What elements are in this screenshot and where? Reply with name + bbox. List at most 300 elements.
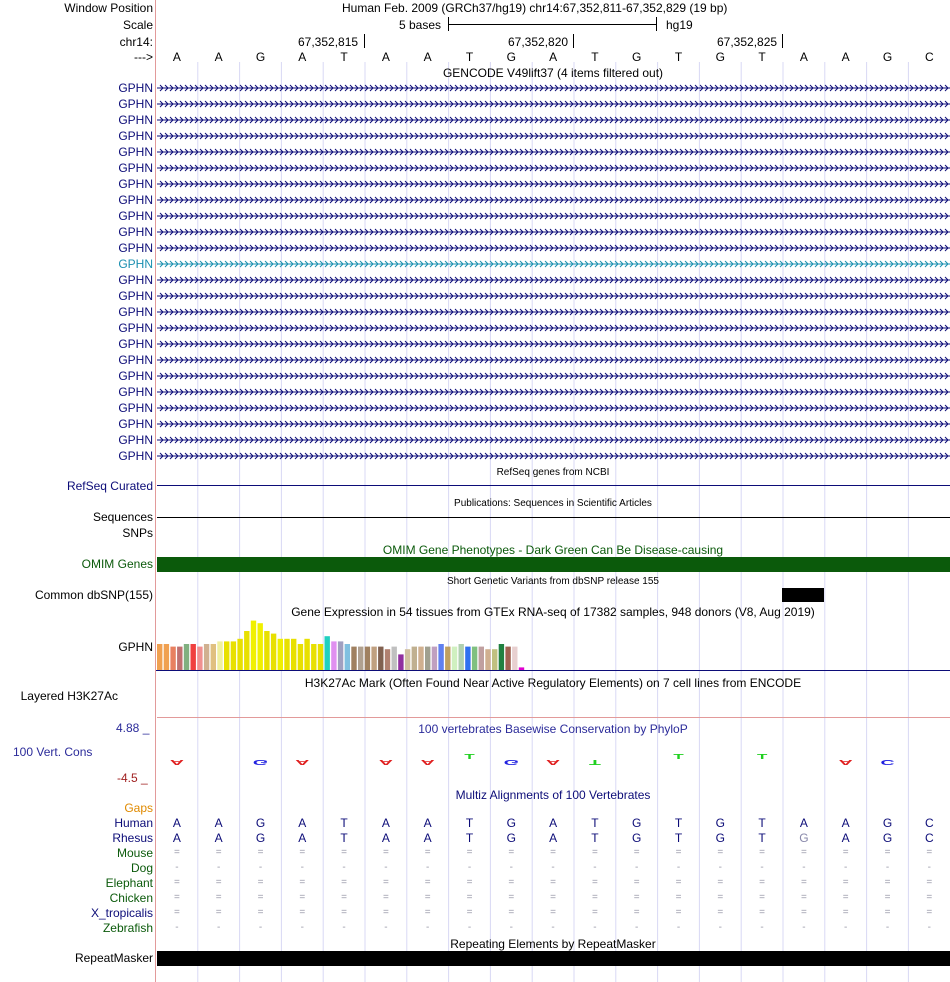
gencode-transcript-line[interactable] xyxy=(156,243,950,253)
alignment-base: A xyxy=(799,816,808,830)
gtex-track-title: Gene Expression in 54 tissues from GTEx RNA-seq of 17382 samples, 948 donors (V8, Aug 2019) xyxy=(291,605,815,619)
gtex-tissue-bar[interactable] xyxy=(170,647,175,670)
alignment-base: = xyxy=(884,892,891,903)
gencode-transcript-label[interactable]: GPHN xyxy=(118,433,153,447)
gtex-tissue-bar[interactable] xyxy=(398,654,403,670)
scale-bar-right-tick xyxy=(656,17,657,31)
h3k27ac-signal-line xyxy=(157,717,950,718)
gtex-tissue-bar[interactable] xyxy=(164,644,169,670)
gencode-transcript-label[interactable]: GPHN xyxy=(118,417,153,431)
gencode-transcript-label[interactable]: GPHN xyxy=(118,385,153,399)
alignment-base: - xyxy=(217,922,221,933)
alignment-base: A xyxy=(298,831,307,845)
dbsnp-variant-block[interactable] xyxy=(782,588,824,602)
sequence-base: T xyxy=(465,50,474,64)
gtex-tissue-bar[interactable] xyxy=(465,647,470,670)
gtex-track-label[interactable]: GPHN xyxy=(118,640,153,654)
gencode-transcript-line[interactable] xyxy=(156,339,950,349)
gencode-transcript-label[interactable]: GPHN xyxy=(118,241,153,255)
alignment-base: A xyxy=(381,831,390,845)
gencode-transcript-line[interactable] xyxy=(156,83,950,93)
alignment-base: = xyxy=(382,907,389,918)
gtex-tissue-bar[interactable] xyxy=(405,649,410,670)
alignment-base: = xyxy=(759,877,766,888)
alignment-base: - xyxy=(760,922,764,933)
dbsnp-track-label[interactable]: Common dbSNP(155) xyxy=(34,588,153,602)
alignment-base: = xyxy=(800,892,807,903)
gtex-tissue-bar[interactable] xyxy=(499,644,504,670)
gtex-tissue-bar[interactable] xyxy=(271,634,276,670)
alignment-base: = xyxy=(424,847,431,858)
gencode-transcript-line[interactable] xyxy=(156,355,950,365)
alignment-base: A xyxy=(423,816,432,830)
alignment-base: T xyxy=(465,816,474,830)
multiz-species-label[interactable]: X_tropicalis xyxy=(90,906,153,920)
alignment-base: G xyxy=(882,816,893,830)
publications-snps-label[interactable]: SNPs xyxy=(122,526,153,540)
gencode-transcript-label[interactable]: GPHN xyxy=(118,337,153,351)
gtex-tissue-bar[interactable] xyxy=(258,623,263,670)
publications-track-title: Publications: Sequences in Scientific Articles xyxy=(454,498,652,509)
alignment-base: = xyxy=(341,892,348,903)
gtex-tissue-bar[interactable] xyxy=(485,649,490,670)
phylop-logo[interactable] xyxy=(156,738,950,788)
gtex-tissue-bar[interactable] xyxy=(472,647,477,670)
alignment-base: = xyxy=(675,847,682,858)
alignment-base: A xyxy=(172,831,181,845)
alignment-base: G xyxy=(506,831,516,845)
gtex-tissue-bar[interactable] xyxy=(438,644,443,670)
gencode-transcript-line[interactable] xyxy=(156,419,950,429)
phylop-base-letter: A xyxy=(169,758,184,766)
gtex-tissue-bar[interactable] xyxy=(298,644,303,670)
gtex-tissue-bar[interactable] xyxy=(459,644,464,670)
position-tick-label: 67,352,815 xyxy=(298,35,359,49)
alignment-base: = xyxy=(550,907,557,918)
repeatmasker-track-label[interactable]: RepeatMasker xyxy=(74,951,153,965)
alignment-base: C xyxy=(924,831,934,845)
alignment-base: = xyxy=(466,847,473,858)
alignment-base: = xyxy=(173,892,180,903)
chrom-label[interactable]: chr14: xyxy=(119,35,153,49)
alignment-base: C xyxy=(924,816,934,830)
alignment-base: - xyxy=(593,862,597,873)
gtex-tissue-bar[interactable] xyxy=(311,644,316,670)
gencode-transcript-label[interactable]: GPHN xyxy=(118,129,153,143)
alignment-base: - xyxy=(676,862,681,873)
alignment-base: T xyxy=(591,831,599,845)
gencode-transcript-line[interactable] xyxy=(156,371,950,381)
alignment-base: = xyxy=(633,847,640,858)
sequence-base: A xyxy=(214,50,223,64)
repeatmasker-track-title: Repeating Elements by RepeatMasker xyxy=(450,937,656,951)
alignment-base: = xyxy=(341,847,348,858)
alignment-base: - xyxy=(384,862,388,873)
alignment-base: - xyxy=(885,862,890,873)
alignment-base: - xyxy=(509,862,513,873)
alignment-base: = xyxy=(884,847,891,858)
alignment-base: = xyxy=(717,847,724,858)
alignment-base: G xyxy=(506,816,516,830)
gtex-tissue-bar[interactable] xyxy=(492,649,497,670)
gtex-bar-chart[interactable] xyxy=(156,618,556,670)
gtex-tissue-bar[interactable] xyxy=(371,647,376,670)
multiz-species-label[interactable]: Elephant xyxy=(105,876,153,890)
alignment-base: = xyxy=(299,892,306,903)
alignment-base: A xyxy=(841,831,850,845)
gtex-tissue-bar[interactable] xyxy=(325,636,330,670)
gtex-tissue-bar[interactable] xyxy=(278,639,283,670)
sequence-base: A xyxy=(799,50,808,64)
position-tick xyxy=(782,34,783,48)
alignment-base: = xyxy=(299,877,306,888)
gtex-tissue-bar[interactable] xyxy=(237,639,242,670)
gencode-transcript-line[interactable] xyxy=(156,227,950,237)
strand-arrow-label[interactable]: ---> xyxy=(134,50,153,64)
gtex-tissue-bar[interactable] xyxy=(284,639,289,670)
alignment-base: = xyxy=(508,892,515,903)
gencode-transcript-line[interactable] xyxy=(156,211,950,221)
alignment-base: = xyxy=(257,907,264,918)
gtex-tissue-bar[interactable] xyxy=(345,644,350,670)
alignment-base: - xyxy=(342,862,346,873)
gencode-transcript-line[interactable] xyxy=(156,259,950,269)
gencode-transcript-label[interactable]: GPHN xyxy=(118,209,153,223)
gencode-transcript-line[interactable] xyxy=(156,115,950,125)
gtex-tissue-bar[interactable] xyxy=(251,621,256,670)
gtex-tissue-bar[interactable] xyxy=(318,644,323,670)
alignment-base: = xyxy=(800,907,807,918)
alignment-base: A xyxy=(549,831,558,845)
alignment-base: = xyxy=(466,877,473,888)
alignment-base: G xyxy=(715,831,725,845)
gencode-transcript-line[interactable] xyxy=(156,99,950,109)
phylop-base-letter: A xyxy=(378,758,393,766)
alignment-base: - xyxy=(635,862,639,873)
alignment-base: - xyxy=(258,862,263,873)
gencode-transcript-label[interactable]: GPHN xyxy=(118,81,153,95)
gtex-tissue-bar[interactable] xyxy=(505,647,510,670)
multiz-species-label[interactable]: Mouse xyxy=(116,846,153,860)
alignment-base: = xyxy=(550,892,557,903)
gencode-transcript-label[interactable]: GPHN xyxy=(118,305,153,319)
h3k27ac-track-label[interactable]: Layered H3K27Ac xyxy=(20,689,118,703)
alignment-base: = xyxy=(382,892,389,903)
alignment-base: = xyxy=(299,847,306,858)
gtex-tissue-bar[interactable] xyxy=(291,639,296,670)
gencode-transcript-label[interactable]: GPHN xyxy=(118,113,153,127)
scale-bar-left-tick xyxy=(448,17,449,31)
gtex-tissue-bar[interactable] xyxy=(351,647,356,670)
scale-bar xyxy=(448,24,656,25)
alignment-base: A xyxy=(298,816,307,830)
multiz-species-label[interactable]: Zebrafish xyxy=(102,921,153,935)
gtex-tissue-bar[interactable] xyxy=(418,647,423,670)
gtex-tissue-bar[interactable] xyxy=(392,647,397,670)
alignment-base: = xyxy=(591,907,598,918)
alignment-base: = xyxy=(926,877,933,888)
alignment-base: - xyxy=(718,922,722,933)
scale-db-text: hg19 xyxy=(666,18,693,32)
multiz-species-label[interactable]: Chicken xyxy=(109,891,153,905)
gtex-tissue-bar[interactable] xyxy=(231,641,236,670)
gtex-tissue-bar[interactable] xyxy=(204,644,209,670)
alignment-base: = xyxy=(717,877,724,888)
alignment-base: - xyxy=(551,862,555,873)
alignment-base: = xyxy=(759,847,766,858)
gencode-track-title: GENCODE V49lift37 (4 items filtered out) xyxy=(442,66,664,80)
gtex-tissue-bar[interactable] xyxy=(197,647,202,670)
alignment-base: - xyxy=(551,922,555,933)
gencode-transcript-line[interactable] xyxy=(156,131,950,141)
gtex-tissue-bar[interactable] xyxy=(452,647,457,670)
sequence-base: T xyxy=(758,50,766,64)
sequence-base: T xyxy=(591,50,599,64)
gencode-transcript-line[interactable] xyxy=(156,435,950,445)
refseq-track-label[interactable]: RefSeq Curated xyxy=(66,479,153,493)
omim-gene-bar[interactable] xyxy=(157,557,950,572)
gtex-tissue-bar[interactable] xyxy=(211,644,216,670)
gtex-tissue-bar[interactable] xyxy=(445,647,450,670)
sequence-base: A xyxy=(549,50,558,64)
alignment-base: = xyxy=(842,907,849,918)
gencode-transcript-label[interactable]: GPHN xyxy=(118,225,153,239)
alignment-base: - xyxy=(467,922,472,933)
alignment-base: A xyxy=(214,831,223,845)
alignment-base: = xyxy=(382,877,389,888)
gencode-transcript-label[interactable]: GPHN xyxy=(118,257,153,271)
phylop-min-label: -4.5 _ xyxy=(117,771,148,785)
alignment-base: - xyxy=(802,922,806,933)
alignment-base: = xyxy=(675,907,682,918)
gencode-transcript-line[interactable] xyxy=(156,291,950,301)
gtex-tissue-bar[interactable] xyxy=(184,644,189,670)
assembly-position-text: Human Feb. 2009 (GRCh37/hg19) chr14:67,352,811-67,352,829 (19 bp) xyxy=(342,1,728,15)
alignment-base: = xyxy=(633,877,640,888)
alignment-base: = xyxy=(173,877,180,888)
alignment-base: = xyxy=(341,877,348,888)
gencode-transcript-line[interactable] xyxy=(156,275,950,285)
gtex-tissue-bar[interactable] xyxy=(385,649,390,670)
gtex-tissue-bar[interactable] xyxy=(157,644,162,670)
alignment-base: = xyxy=(215,907,222,918)
alignment-base: - xyxy=(384,922,388,933)
gencode-transcript-label[interactable]: GPHN xyxy=(118,449,153,463)
alignment-base: - xyxy=(175,922,179,933)
alignment-base: A xyxy=(841,816,850,830)
alignment-base: = xyxy=(550,877,557,888)
gencode-transcript-label[interactable]: GPHN xyxy=(118,145,153,159)
gencode-transcript-label[interactable]: GPHN xyxy=(118,177,153,191)
refseq-track-title: RefSeq genes from NCBI xyxy=(496,467,610,478)
gtex-tissue-bar[interactable] xyxy=(412,647,417,670)
gtex-tissue-bar[interactable] xyxy=(217,641,222,670)
alignment-base: - xyxy=(217,862,221,873)
alignment-base: = xyxy=(257,892,264,903)
alignment-base: - xyxy=(593,922,597,933)
alignment-base: = xyxy=(842,847,849,858)
gtex-tissue-bar[interactable] xyxy=(244,631,249,670)
scale-label[interactable]: Scale xyxy=(122,18,153,32)
window-position-label[interactable]: Window Position xyxy=(64,1,153,15)
gtex-baseline xyxy=(156,670,950,671)
alignment-base: = xyxy=(842,877,849,888)
alignment-base: = xyxy=(884,907,891,918)
phylop-base-letter: A xyxy=(546,758,561,766)
gencode-transcript-label[interactable]: GPHN xyxy=(118,289,153,303)
alignment-base: = xyxy=(633,907,640,918)
position-tick-label: 67,352,825 xyxy=(717,35,778,49)
gtex-tissue-bar[interactable] xyxy=(338,641,343,670)
alignment-base: G xyxy=(255,816,266,830)
gtex-tissue-bar[interactable] xyxy=(365,647,370,670)
alignment-base: - xyxy=(676,922,681,933)
multiz-gaps-label[interactable]: Gaps xyxy=(124,801,153,815)
multiz-species-label[interactable]: Human xyxy=(114,816,153,830)
alignment-base: = xyxy=(299,907,306,918)
alignment-base: G xyxy=(255,831,266,845)
gtex-tissue-bar[interactable] xyxy=(191,644,196,670)
alignment-base: G xyxy=(799,831,809,845)
gtex-tissue-bar[interactable] xyxy=(304,639,309,670)
alignment-base: G xyxy=(632,831,642,845)
alignment-base: - xyxy=(426,922,430,933)
sequence-base: G xyxy=(632,50,642,64)
gencode-transcript-label[interactable]: GPHN xyxy=(118,273,153,287)
gtex-tissue-bar[interactable] xyxy=(425,647,430,670)
alignment-base: = xyxy=(759,907,766,918)
alignment-base: G xyxy=(882,831,893,845)
gtex-tissue-bar[interactable] xyxy=(512,647,517,670)
alignment-base: - xyxy=(844,922,848,933)
alignment-base: A xyxy=(172,816,181,830)
gencode-transcript-line[interactable] xyxy=(156,179,950,189)
alignment-base: = xyxy=(633,892,640,903)
alignment-base: = xyxy=(591,847,598,858)
phylop-base-letter: T xyxy=(756,752,768,761)
alignment-base: G xyxy=(715,816,725,830)
phylop-base-letter: A xyxy=(295,758,310,766)
gencode-transcript-line[interactable] xyxy=(156,163,950,173)
gencode-transcript-label[interactable]: GPHN xyxy=(118,97,153,111)
phylop-base-letter: C xyxy=(880,758,895,766)
alignment-base: = xyxy=(466,907,473,918)
sequence-base: G xyxy=(715,50,725,64)
gtex-tissue-bar[interactable] xyxy=(177,647,182,670)
gtex-tissue-bar[interactable] xyxy=(358,647,363,670)
alignment-base: - xyxy=(467,862,472,873)
alignment-base: = xyxy=(508,847,515,858)
alignment-base: - xyxy=(175,862,179,873)
repeatmasker-element-bar[interactable] xyxy=(157,951,950,966)
alignment-base: = xyxy=(675,892,682,903)
alignment-base: - xyxy=(760,862,764,873)
alignment-base: = xyxy=(926,892,933,903)
refseq-gene-line[interactable] xyxy=(157,485,950,486)
omim-track-label[interactable]: OMIM Genes xyxy=(81,557,153,571)
gtex-tissue-bar[interactable] xyxy=(432,647,437,670)
alignment-base: = xyxy=(591,892,598,903)
alignment-base: = xyxy=(215,892,222,903)
alignment-base: A xyxy=(423,831,432,845)
sequence-base: G xyxy=(506,50,516,64)
alignment-base: = xyxy=(173,907,180,918)
phylop-base-letter: T xyxy=(588,758,601,766)
sequence-base: A xyxy=(841,50,850,64)
phylop-base-letter: T xyxy=(464,752,475,761)
gencode-transcript-label[interactable]: GPHN xyxy=(118,161,153,175)
alignment-base: = xyxy=(591,877,598,888)
gencode-transcript-line[interactable] xyxy=(156,451,950,461)
phylop-track-title: 100 vertebrates Basewise Conservation by PhyloP xyxy=(418,722,688,736)
gencode-transcript-label[interactable]: GPHN xyxy=(118,353,153,367)
publications-sequences-label[interactable]: Sequences xyxy=(92,510,153,524)
alignment-base: = xyxy=(508,877,515,888)
gtex-tissue-bar[interactable] xyxy=(378,647,383,670)
dbsnp-track-title: Short Genetic Variants from dbSNP release 155 xyxy=(447,576,659,587)
multiz-species-label[interactable]: Rhesus xyxy=(112,831,153,845)
gencode-transcript-line[interactable] xyxy=(156,195,950,205)
alignment-base: T xyxy=(340,831,348,845)
gtex-tissue-bar[interactable] xyxy=(264,631,269,670)
sequence-base: T xyxy=(674,50,683,64)
publications-line[interactable] xyxy=(157,517,950,518)
gencode-transcript-label[interactable]: GPHN xyxy=(118,321,153,335)
gencode-transcript-line[interactable] xyxy=(156,323,950,333)
alignment-base: = xyxy=(257,847,264,858)
alignment-base: = xyxy=(215,877,222,888)
alignment-base: = xyxy=(675,877,682,888)
alignment-base: A xyxy=(381,816,390,830)
sequence-base: A xyxy=(381,50,390,64)
gtex-tissue-bar[interactable] xyxy=(224,641,229,670)
phylop-max-label: 4.88 _ xyxy=(116,721,150,735)
sequence-base: G xyxy=(255,50,266,64)
gencode-transcript-line[interactable] xyxy=(156,403,950,413)
gtex-tissue-bar[interactable] xyxy=(331,641,336,670)
multiz-species-label[interactable]: Dog xyxy=(130,861,153,875)
gencode-transcript-label[interactable]: GPHN xyxy=(118,369,153,383)
alignment-base: - xyxy=(844,862,848,873)
alignment-base: T xyxy=(674,831,683,845)
gencode-transcript-label[interactable]: GPHN xyxy=(118,193,153,207)
gencode-transcript-label[interactable]: GPHN xyxy=(118,401,153,415)
alignment-base: = xyxy=(257,877,264,888)
phylop-track-label[interactable]: 100 Vert. Cons xyxy=(13,745,93,759)
gencode-transcript-line[interactable] xyxy=(156,307,950,317)
gencode-transcript-line[interactable] xyxy=(156,387,950,397)
phylop-base-letter: T xyxy=(673,752,684,761)
phylop-base-letter: G xyxy=(503,758,519,766)
scale-bases-text: 5 bases xyxy=(399,18,442,32)
position-tick-label: 67,352,820 xyxy=(508,35,569,49)
alignment-base: G xyxy=(632,816,642,830)
alignment-base: = xyxy=(424,907,431,918)
phylop-base-letter: A xyxy=(838,758,853,766)
alignment-base: = xyxy=(759,892,766,903)
alignment-base: = xyxy=(800,877,807,888)
sequence-base: T xyxy=(340,50,348,64)
sequence-base: A xyxy=(172,50,181,64)
alignment-base: = xyxy=(717,907,724,918)
alignment-base: - xyxy=(342,922,346,933)
alignment-base: - xyxy=(718,862,722,873)
alignment-base: - xyxy=(300,862,304,873)
gtex-tissue-bar[interactable] xyxy=(479,647,484,670)
alignment-base: = xyxy=(926,907,933,918)
alignment-base: = xyxy=(800,847,807,858)
gencode-transcript-line[interactable] xyxy=(156,147,950,157)
